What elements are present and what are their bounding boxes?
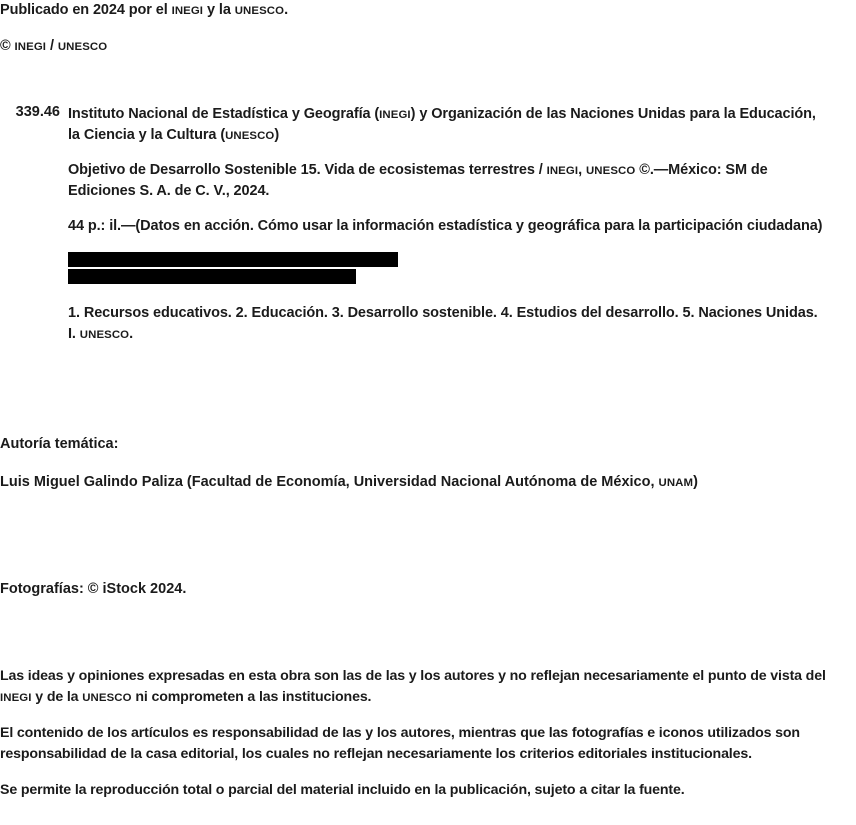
disclaimer-1-part1: Las ideas y opiniones expresadas en esta obra son las de las y los autores y no reflejan necesariamente el punto de vista del — [0, 668, 826, 684]
publication-line-suffix: . — [284, 2, 289, 18]
cip-physical-description: 44 p.: il.—(Datos en acción. Cómo usar la información estadística y geográfica para la participación ciudadana) — [68, 218, 823, 235]
disclaimer-1-part3: ni comprometen a las instituciones. — [131, 689, 372, 706]
cip-author-part3: ) — [274, 127, 280, 144]
cip-title-part3: ©.—México: SM de Ediciones S. A. de C. V., 2024. — [68, 162, 768, 200]
inegi-acronym: INEGI — [171, 5, 204, 17]
disclaimer-3-part1: Se permite la reproducción total o parcial del material incluido en la publicación, sujeto a citar la fuente. — [0, 782, 685, 799]
unesco-acronym: UNESCO — [82, 692, 132, 705]
cip-body — [68, 104, 828, 345]
publication-line — [0, 0, 820, 21]
disclaimer-section — [0, 666, 856, 801]
publication-line-prefix: Publicado en 2024 por el — [0, 2, 172, 18]
isbn-collection-text: ISBN de la colección: 978-607-530-095-3 — [68, 252, 399, 268]
authorship-name-part1: Luis Miguel Galindo Paliza (Facultad de Economía, Universidad Nacional Autónoma de México, — [0, 474, 659, 490]
unesco-acronym: UNESCO — [225, 130, 275, 143]
authorship-heading: Autoría temática: — [0, 436, 119, 452]
inegi-acronym: INEGI — [379, 109, 411, 121]
unam-acronym: UNAM — [658, 477, 694, 489]
cip-classification-number: 339.46 — [15, 104, 60, 120]
copyright-symbol: © — [0, 38, 11, 54]
disclaimer-paragraph — [0, 666, 856, 708]
unesco-acronym: UNESCO — [234, 5, 285, 17]
authorship-name — [0, 474, 830, 490]
inegi-acronym: INEGI — [546, 165, 579, 178]
isbn-block — [68, 251, 398, 285]
unesco-acronym: UNESCO — [79, 329, 130, 342]
cip-subject-headings — [68, 303, 828, 345]
disclaimer-paragraph — [0, 723, 856, 765]
isbn-collection-line — [68, 251, 398, 268]
disclaimer-1-part2: y de la — [31, 689, 83, 706]
isbn-volume-line — [68, 268, 398, 285]
cip-author-part2: ) y Organización de las Naciones Unidas para la Educación, la Ciencia y la Cultura ( — [68, 106, 816, 144]
cip-title-entry — [68, 160, 828, 202]
disclaimer-2-part1: El contenido de los artículos es responsabilidad de las y los autores, mientras que las fotografías e iconos utilizados son responsabilidad de la casa editorial, los cuales no reflejan necesariamente los criterios editoriales institucionales. — [0, 725, 800, 763]
unesco-acronym: UNESCO — [57, 41, 108, 53]
cip-subjects-part2: . — [129, 326, 134, 343]
cip-author-entry — [68, 104, 828, 146]
copyright-line — [0, 36, 820, 57]
cip-author-part1: Instituto Nacional de Estadística y Geografía ( — [68, 106, 380, 122]
authorship-name-part2: ) — [693, 474, 698, 490]
cip-row — [0, 104, 856, 345]
cip-subjects-part1: 1. Recursos educativos. 2. Educación. 3. Desarrollo sostenible. 4. Estudios del desarrollo. 5. Naciones Unidas. I. — [68, 305, 818, 343]
unesco-acronym: UNESCO — [585, 165, 636, 178]
isbn-volume-text: ISBN de volumen: 978-607-530-110-5 — [68, 269, 356, 285]
copyright-separator: / — [46, 38, 58, 54]
cip-title-part1: Objetivo de Desarrollo Sostenible 15. Vida de ecosistemas terrestres / — [68, 162, 547, 179]
disclaimer-paragraph — [0, 780, 856, 801]
inegi-acronym: INEGI — [14, 41, 47, 53]
cip-record — [0, 104, 856, 345]
cip-title-part2: , — [578, 162, 586, 179]
inegi-acronym: INEGI — [0, 692, 32, 705]
photo-credit: Fotografías: © iStock 2024. — [0, 581, 187, 597]
publication-line-mid: y la — [203, 2, 235, 18]
